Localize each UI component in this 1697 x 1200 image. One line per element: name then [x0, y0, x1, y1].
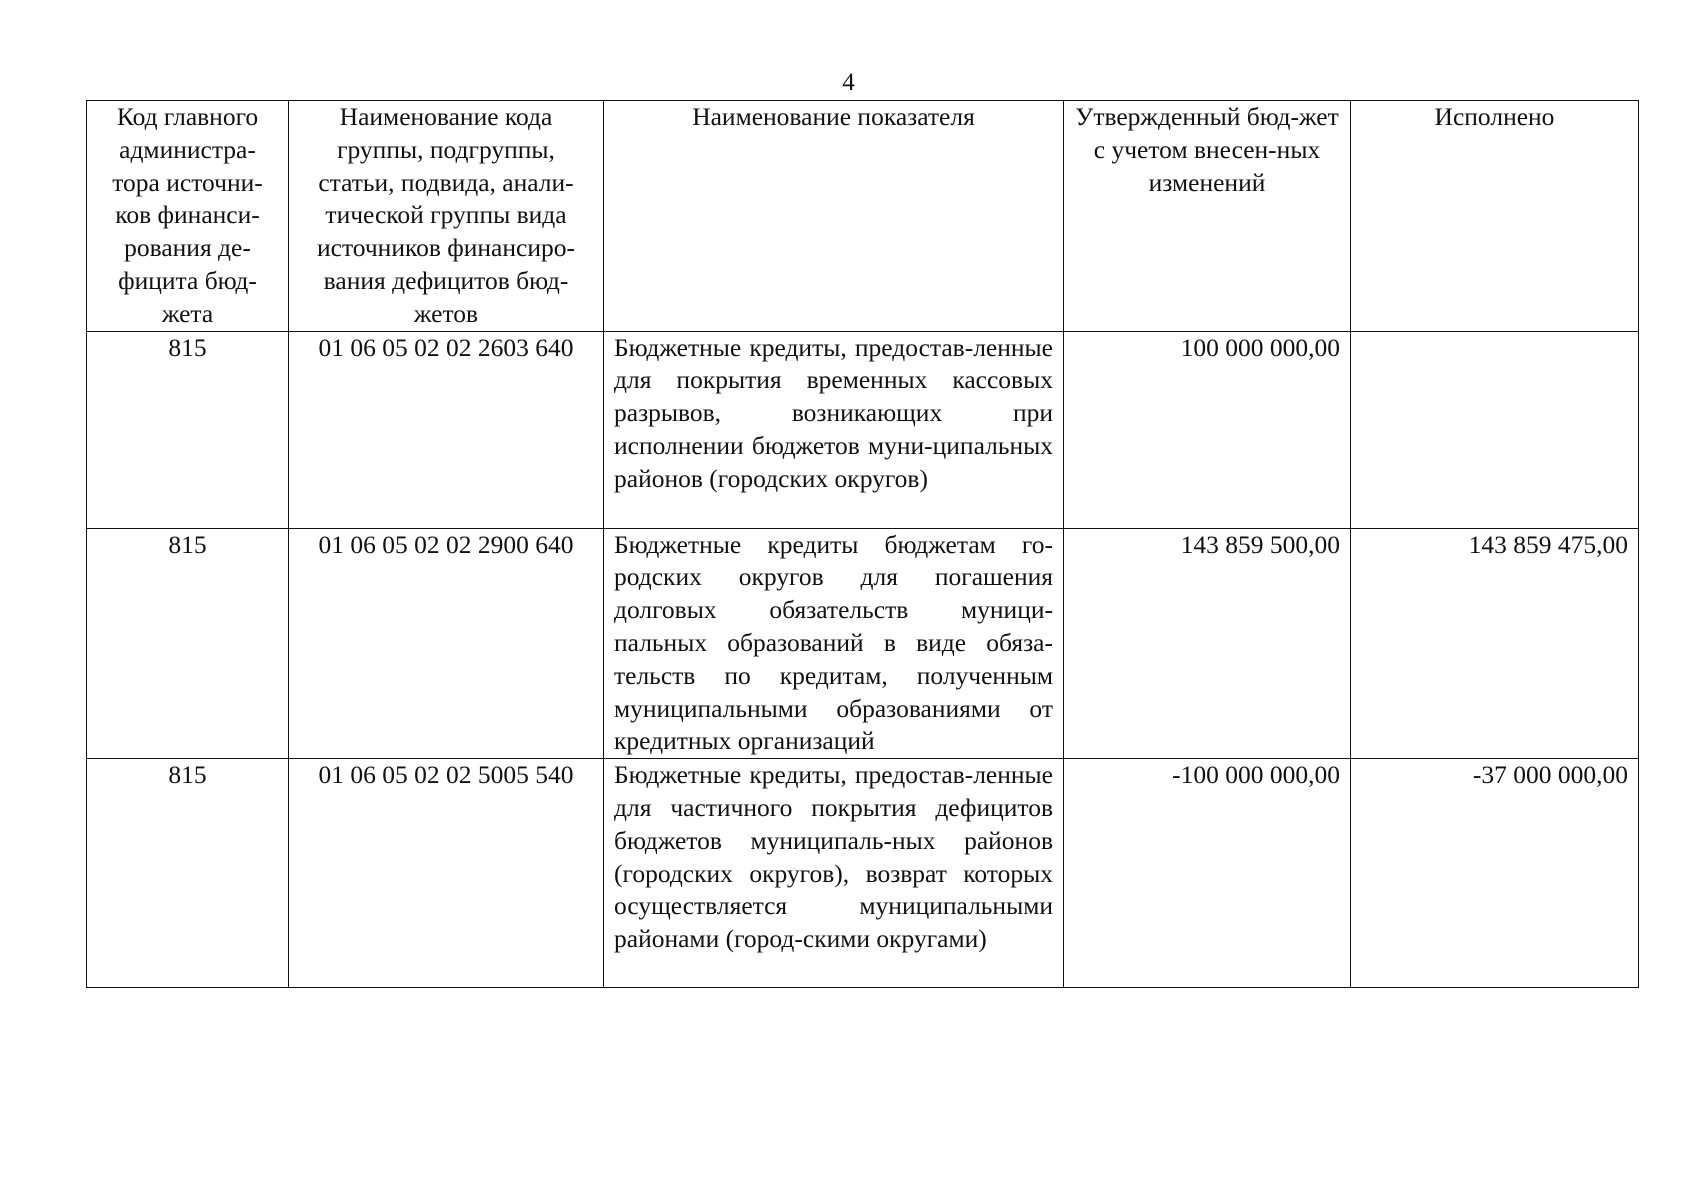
cell-admin-code: 815	[87, 528, 289, 759]
budget-sources-table	[86, 100, 1639, 988]
cell-executed: -37 000 000,00	[1351, 759, 1639, 988]
header-executed: Исполнено	[1351, 101, 1639, 332]
page-number: 4	[842, 69, 855, 96]
table-row	[87, 759, 1639, 988]
table-row	[87, 528, 1639, 759]
cell-indicator: Бюджетные кредиты, предостав-ленные для частичного покрытия дефицитов бюджетов муниципаль-ных районов (городских округов), возврат которых осуществляется муниципальными районами (город-скими округами)	[604, 759, 1064, 988]
header-admin-code: Код главного администра-тора источни-ков финанси-рования де-фицита бюд-жета	[87, 101, 289, 332]
cell-group-code: 01 06 05 02 02 5005 540	[289, 759, 604, 988]
cell-approved-budget: 143 859 500,00	[1064, 528, 1351, 759]
cell-admin-code: 815	[87, 759, 289, 988]
cell-indicator: Бюджетные кредиты бюджетам го-родских округов для погашения долговых обязательств муници-пальных образований в виде обяза-тельств по кредитам, полученным муниципальными образованиями от кредитных организаций	[604, 528, 1064, 759]
cell-executed: 143 859 475,00	[1351, 528, 1639, 759]
cell-approved-budget: -100 000 000,00	[1064, 759, 1351, 988]
table-header-row	[87, 101, 1639, 332]
header-approved-budget: Утвержденный бюд-жет с учетом внесен-ных изменений	[1064, 101, 1351, 332]
cell-group-code: 01 06 05 02 02 2900 640	[289, 528, 604, 759]
cell-indicator: Бюджетные кредиты, предостав-ленные для покрытия временных кассовых разрывов, возникающих при исполнении бюджетов муни-ципальных районов (городских округов)	[604, 331, 1064, 528]
header-group-code: Наименование кода группы, подгруппы, статьи, подвида, анали-тической группы вида источников финансиро-вания дефицитов бюд-жетов	[289, 101, 604, 332]
cell-approved-budget: 100 000 000,00	[1064, 331, 1351, 528]
cell-admin-code: 815	[87, 331, 289, 528]
cell-executed	[1351, 331, 1639, 528]
table-row	[87, 331, 1639, 528]
header-indicator: Наименование показателя	[604, 101, 1064, 332]
cell-group-code: 01 06 05 02 02 2603 640	[289, 331, 604, 528]
